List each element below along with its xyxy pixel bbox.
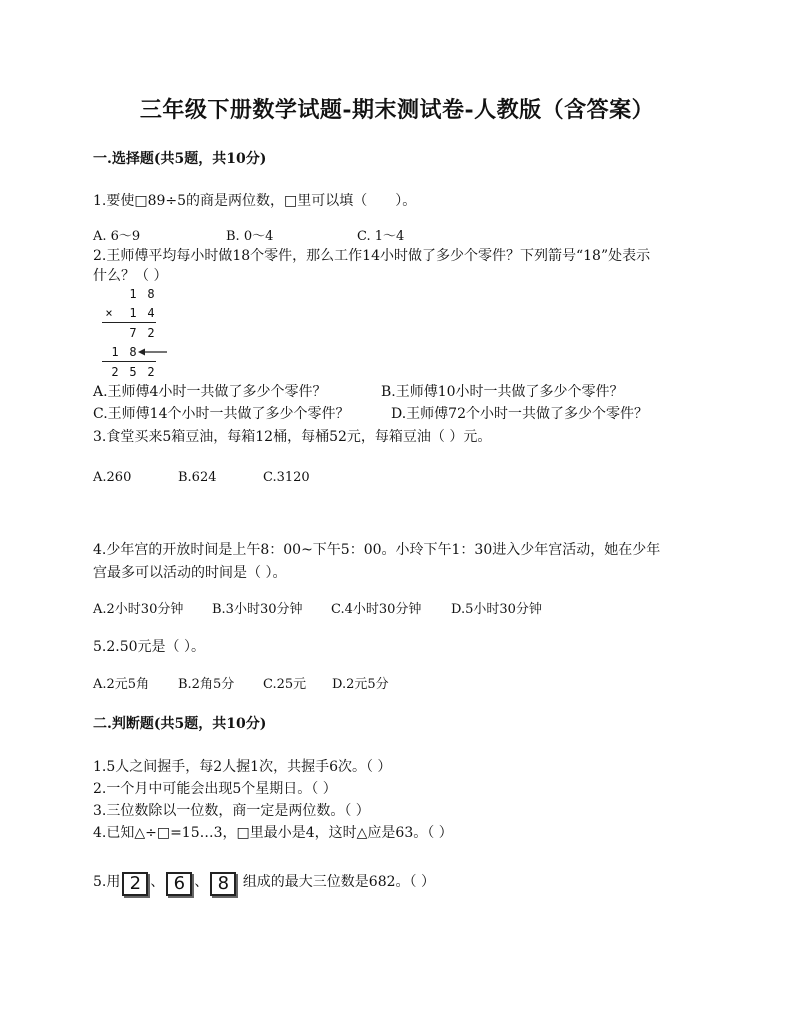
q4-option-d: D.5小时30分钟 bbox=[451, 602, 542, 617]
q4-option-a: A.2小时30分钟 bbox=[93, 602, 184, 617]
number-card-2: 2 bbox=[122, 872, 148, 896]
question-5: 5.2.50元是（ ）。 bbox=[93, 639, 205, 655]
calc-digit: 1 bbox=[129, 306, 137, 320]
judgment-5 bbox=[93, 869, 435, 896]
question-4-line-1: 4.少年宫的开放时间是上午8：00~下午5：00。小玲下午1：30进入少年宫活动，她在少年 bbox=[93, 542, 661, 558]
q1-option-b: B. 0～4 bbox=[226, 229, 274, 244]
q2-option-a: A.王师傅4小时一共做了多少个零件？ bbox=[93, 384, 327, 400]
question-2-line-1: 2.王师傅平均每小时做18个零件，那么工作14小时做了多少个零件？下列箭号“18”处表示 bbox=[93, 248, 651, 264]
q3-option-c: C.3120 bbox=[263, 470, 310, 485]
section-heading-choice: 一.选择题(共5题，共10分) bbox=[93, 151, 267, 167]
calc-digit: 2 bbox=[111, 365, 119, 379]
calc-digit: 1 bbox=[111, 345, 119, 359]
calc-digit: 1 bbox=[129, 287, 137, 301]
question-2-line-2: 什么？（ ） bbox=[93, 268, 168, 284]
calc-digit: 8 bbox=[129, 345, 137, 359]
judgment-1: 1.5人之间握手，每2人握1次，共握手6次。（ ） bbox=[93, 759, 392, 775]
card-separator: 、 bbox=[150, 874, 165, 890]
question-1: 1.要使□89÷5的商是两位数，□里可以填（ ）。 bbox=[93, 193, 417, 209]
number-card-8: 8 bbox=[210, 872, 236, 896]
card-separator: 、 bbox=[194, 874, 209, 890]
calc-rule bbox=[102, 361, 156, 362]
judgment-5-suffix: 组成的最大三位数是682。（ ） bbox=[242, 874, 435, 890]
multiply-sign: × bbox=[105, 306, 113, 320]
calc-digit: 2 bbox=[147, 326, 155, 340]
q5-option-b: B.2角5分 bbox=[178, 677, 235, 692]
calc-digit: 4 bbox=[147, 306, 155, 320]
vertical-multiplication bbox=[100, 286, 180, 382]
q4-option-b: B.3小时30分钟 bbox=[212, 602, 303, 617]
q4-option-c: C.4小时30分钟 bbox=[331, 602, 422, 617]
q2-option-d: D.王师傅72个小时一共做了多少个零件？ bbox=[391, 406, 648, 422]
judgment-2: 2.一个月中可能会出现5个星期日。（ ） bbox=[93, 781, 337, 797]
q3-option-a: A.260 bbox=[93, 470, 132, 485]
q2-option-b: B.王师傅10小时一共做了多少个零件？ bbox=[381, 384, 624, 400]
q1-option-a: A. 6～9 bbox=[93, 229, 141, 244]
judgment-5-prefix: 5.用 bbox=[93, 874, 121, 890]
arrow-left-icon bbox=[138, 347, 168, 357]
section-heading-judgment: 二.判断题(共5题，共10分) bbox=[93, 716, 267, 732]
calc-rule bbox=[102, 322, 156, 323]
q5-option-c: C.25元 bbox=[263, 677, 307, 692]
q5-option-d: D.2元5分 bbox=[332, 677, 389, 692]
number-card-6: 6 bbox=[166, 872, 192, 896]
judgment-4: 4.已知△÷□=15…3，□里最小是4，这时△应是63。（ ） bbox=[93, 825, 453, 841]
calc-digit: 8 bbox=[147, 287, 155, 301]
q2-option-c: C.王师傅14个小时一共做了多少个零件？ bbox=[93, 406, 350, 422]
q5-option-a: A.2元5角 bbox=[93, 677, 150, 692]
page-title: 三年级下册数学试题-期末测试卷-人教版（含答案） bbox=[139, 97, 655, 123]
calc-digit: 2 bbox=[147, 365, 155, 379]
question-4-line-2: 宫最多可以活动的时间是（ ）。 bbox=[93, 565, 287, 581]
judgment-3: 3.三位数除以一位数，商一定是两位数。（ ） bbox=[93, 803, 370, 819]
question-3: 3.食堂买来5箱豆油，每箱12桶，每桶52元，每箱豆油（ ）元。 bbox=[93, 429, 492, 445]
q1-option-c: C. 1～4 bbox=[357, 229, 405, 244]
calc-digit: 7 bbox=[129, 326, 137, 340]
calc-digit: 5 bbox=[129, 365, 137, 379]
q3-option-b: B.624 bbox=[178, 470, 217, 485]
